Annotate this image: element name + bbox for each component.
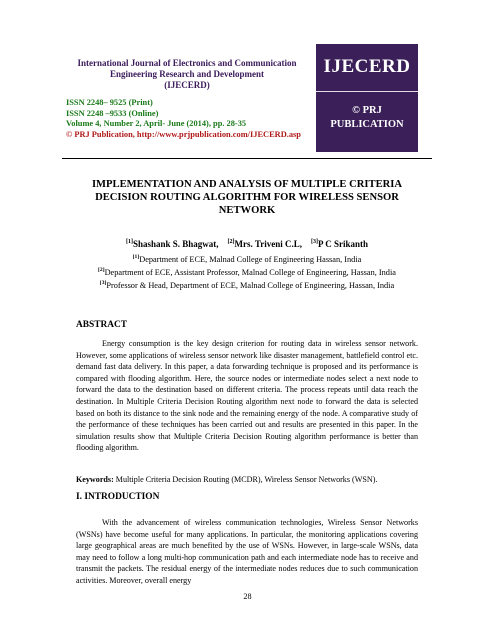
journal-name	[62, 58, 312, 91]
introduction-body: With the advancement of wireless communication technologies, Wireless Sensor Networks (WSNs) have become useful for many applications. In particular, the monitoring applications covering large geographical areas are much benefited by the use of WSNs. However, in large-scale WSNs, data may need to follow a long multi-hop communication path and each intermediate node has to receive and transmit the packets. The residual energy of the intermediate nodes reduces due to such communication activities. Moreover, overall energy	[76, 518, 418, 585]
author-1-marker: [1]	[126, 239, 133, 245]
author-1-name: Shashank S. Bhagwat,	[133, 239, 219, 249]
journal-name-line1: International Journal of Electronics and Communication	[77, 58, 297, 68]
author-3-name: P C Srikanth	[317, 239, 368, 249]
affiliation-3-marker: [3]	[99, 280, 107, 287]
affiliation-3-text: Professor & Head, Department of ECE, Malnad College of Engineering, Hassan, India	[106, 281, 395, 291]
journal-logo	[316, 44, 418, 152]
keywords	[76, 474, 418, 485]
journal-issn-block	[66, 98, 326, 140]
affiliation-1	[70, 252, 424, 265]
keywords-label: Keywords:	[76, 475, 114, 484]
affiliation-1-text: Department of ECE, Malnad College of Engineering Hassan, India	[139, 254, 362, 264]
paper-title-line3: NETWORK	[218, 205, 276, 216]
logo-title: IJECERD	[323, 56, 411, 77]
paper-title-line1: IMPLEMENTATION AND ANALYSIS OF MULTIPLE CRITERIA	[91, 179, 403, 190]
affiliation-2	[70, 265, 424, 278]
author-list	[70, 236, 424, 250]
author-3-marker: [3]	[310, 239, 318, 245]
journal-name-line2: Engineering Research and Development	[109, 69, 265, 79]
publisher-link[interactable]: © PRJ Publication, http://www.prjpublication.com/IJECERD.asp	[66, 129, 301, 139]
logo-pub-line1: © PRJ	[352, 105, 382, 116]
affiliation-list	[70, 252, 424, 292]
author-2-name: Mrs. Triveni C.L,	[234, 239, 302, 249]
author-2-marker: [2]	[227, 239, 235, 245]
introduction-heading: I. INTRODUCTION	[76, 492, 160, 502]
issn-online: ISSN 2248 –9533 (Online)	[66, 108, 159, 118]
logo-pub-line2: PUBLICATION	[330, 119, 404, 130]
paper-title-line2: DECISION ROUTING ALGORITHM FOR WIRELESS SENSOR	[95, 192, 399, 203]
header-divider	[62, 158, 432, 159]
abstract-heading: ABSTRACT	[76, 320, 128, 330]
logo-divider	[316, 91, 418, 92]
affiliation-3	[70, 278, 424, 291]
keywords-text: Multiple Criteria Decision Routing (MCDR), Wireless Sensor Networks (WSN).	[113, 475, 378, 484]
affiliation-1-marker: [1]	[132, 254, 140, 260]
abstract-body: Energy consumption is the key design criterion for routing data in wireless sensor network. However, some applications of wireless sensor network like disaster management, battlefield control etc. demand fast data delivery. In this paper, a data forwarding technique is proposed and its performance is compared with flooding algorithm. Here, the source nodes or intermediate nodes select a next node to forward the data to the destination based on different criteria. The process repeats until data reach the destination. In Multiple Criteria Decision Routing algorithm next node to forward the data is selected based on both its distance to the sink node and the remaining energy of the node. A comparative study of the performance of these techniques has been carried out and results are presented in this paper. In the simulation results show that Multiple Criteria Decision Routing algorithm performance is better than flooding algorithm.	[76, 339, 418, 453]
logo-publication	[316, 104, 418, 132]
journal-acronym: (IJECERD)	[164, 80, 210, 90]
issn-print: ISSN 2248– 9525 (Print)	[66, 98, 153, 107]
affiliation-2-marker: [2]	[98, 267, 105, 274]
affiliation-2-text: Department of ECE, Assistant Professor, Malnad College of Engineering, Hassan, India	[104, 267, 396, 277]
paper-title	[80, 178, 414, 217]
page-number: 28	[243, 592, 252, 601]
volume-info: Volume 4, Number 2, April- June (2014), pp. 28-35	[66, 119, 247, 129]
